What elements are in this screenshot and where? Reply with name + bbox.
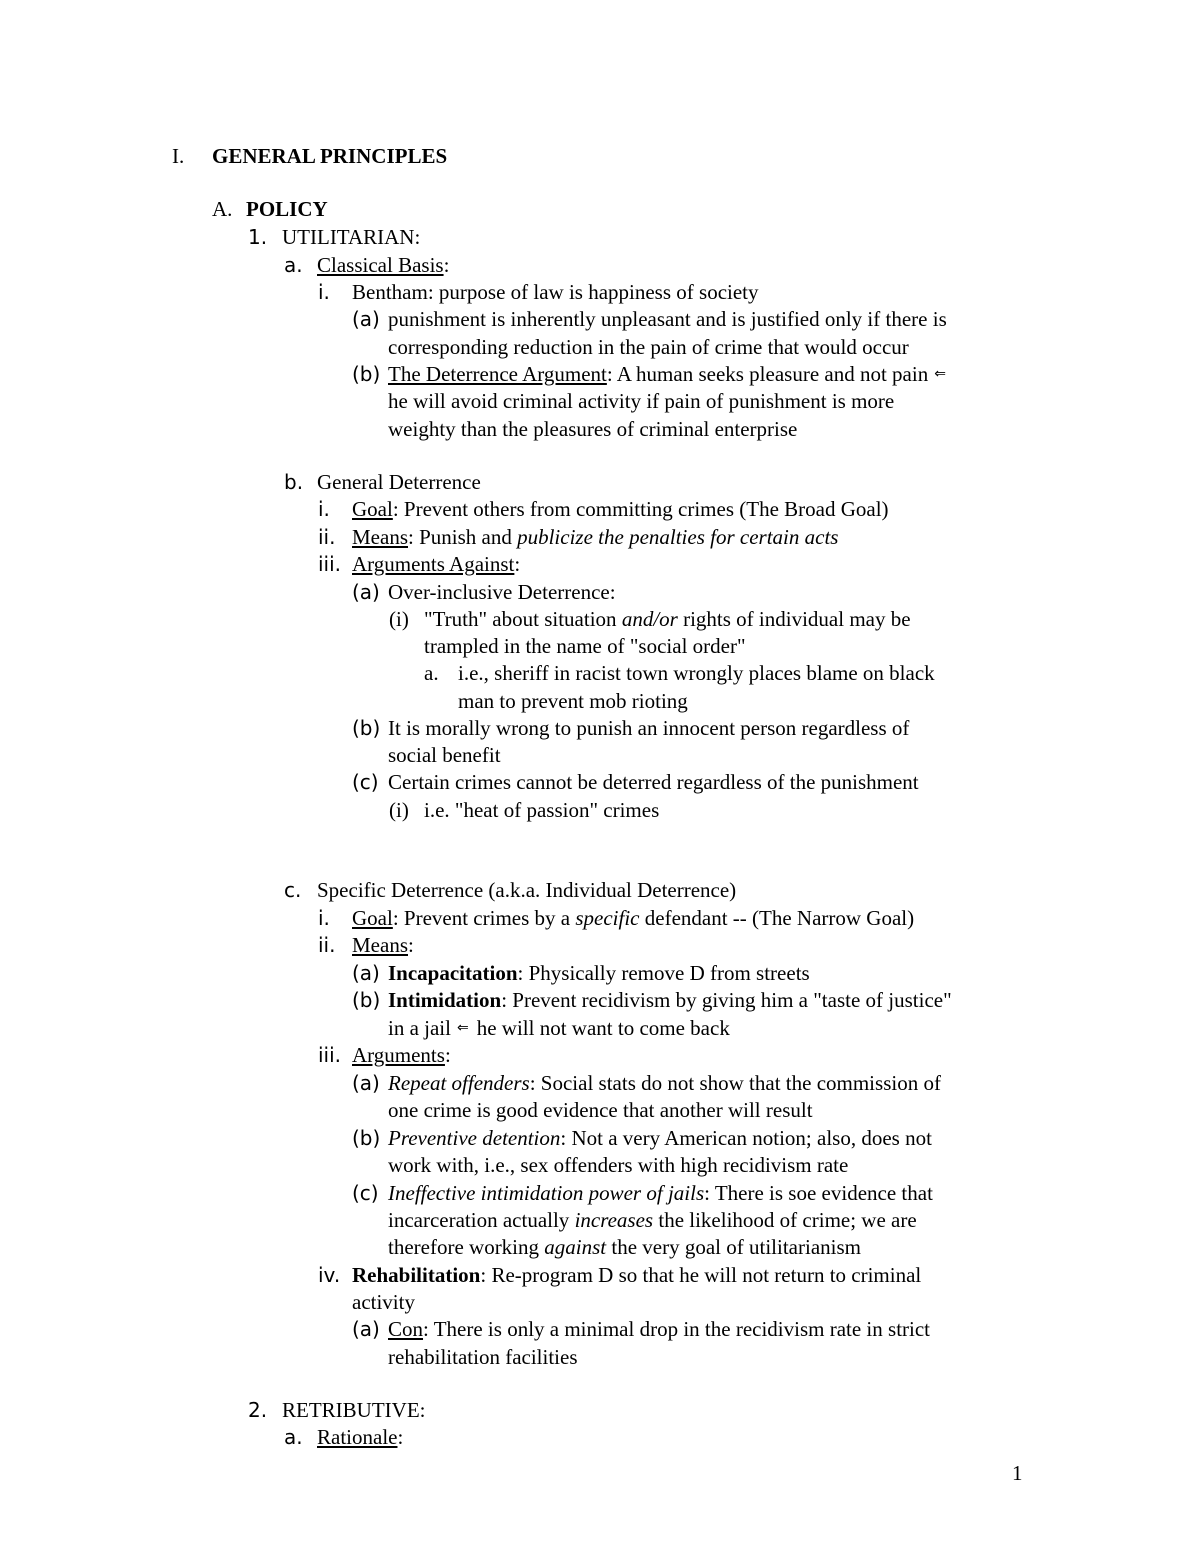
item-text: Intimidation: Prevent recidivism by giving him a "taste of justice": [388, 988, 952, 1012]
outline-number: (c): [352, 1181, 379, 1205]
outline-number: (a): [352, 580, 380, 604]
item-text: Rehabilitation: Re-program D so that he will not return to criminal: [352, 1263, 922, 1287]
outline-number: i.: [318, 497, 330, 521]
item-text-cont: trampled in the name of "social order": [424, 634, 746, 658]
outline-number: (a): [352, 1317, 380, 1341]
outline-number: i.: [318, 280, 330, 304]
item-text: Goal: Prevent crimes by a specific defendant -- (The Narrow Goal): [352, 906, 915, 930]
item-text-cont: social benefit: [388, 743, 501, 767]
outline-number: (i): [389, 607, 409, 631]
outline-number: iv.: [318, 1263, 341, 1287]
item-text: Bentham: purpose of law is happiness of society: [352, 280, 759, 304]
item-text: UTILITARIAN:: [282, 225, 421, 249]
outline-number: a.: [284, 1425, 303, 1449]
item-text: Certain crimes cannot be deterred regardless of the punishment: [388, 770, 919, 794]
item-text-cont: activity: [352, 1290, 415, 1314]
outline-number: (b): [352, 988, 381, 1012]
outline-number: (a): [352, 307, 380, 331]
outline-number: ii.: [318, 933, 336, 957]
item-text: Repeat offenders: Social stats do not show that the commission of: [388, 1071, 941, 1095]
outline-number: ii.: [318, 525, 336, 549]
outline-number: 2.: [248, 1398, 268, 1422]
left-double-arrow-icon: ⇐: [456, 1020, 469, 1036]
outline-number: (i): [389, 798, 409, 822]
item-text: Means: Punish and publicize the penalties for certain acts: [352, 525, 839, 549]
item-text: Means:: [352, 933, 414, 957]
item-text: RETRIBUTIVE:: [282, 1398, 426, 1422]
item-text: Rationale:: [317, 1425, 404, 1449]
item-text-cont: therefore working against the very goal of utilitarianism: [388, 1235, 861, 1259]
outline-number: iii.: [318, 552, 342, 576]
item-text: Incapacitation: Physically remove D from streets: [388, 961, 810, 985]
outline-number: a.: [424, 661, 439, 685]
item-text: Specific Deterrence (a.k.a. Individual Deterrence): [317, 878, 737, 902]
item-text-cont: he will avoid criminal activity if pain of punishment is more: [388, 389, 895, 413]
outline-number: A.: [212, 197, 233, 221]
outline-number: a.: [284, 253, 303, 277]
item-text: Goal: Prevent others from committing crimes (The Broad Goal): [352, 497, 889, 521]
page-number: 1: [1012, 1461, 1023, 1485]
outline-number: (a): [352, 961, 380, 985]
item-text: punishment is inherently unpleasant and is justified only if there is: [388, 307, 947, 331]
outline-number: (b): [352, 1126, 381, 1150]
item-text: Ineffective intimidation power of jails: There is soe evidence that: [388, 1181, 933, 1205]
outline-number: I.: [172, 144, 185, 168]
item-text: Arguments Against:: [352, 552, 521, 576]
item-text-cont: man to prevent mob rioting: [458, 689, 688, 713]
item-text: Con: There is only a minimal drop in the recidivism rate in strict: [388, 1317, 931, 1341]
item-text: General Deterrence: [317, 470, 481, 494]
outline-number: 1.: [248, 225, 268, 249]
item-text: "Truth" about situation and/or rights of individual may be: [424, 607, 911, 631]
item-text-cont: weighty than the pleasures of criminal enterprise: [388, 417, 798, 441]
outline-number: (a): [352, 1071, 380, 1095]
outline-number: (c): [352, 770, 379, 794]
item-text: The Deterrence Argument: A human seeks pleasure and not pain ⇐: [388, 362, 946, 386]
item-text: Classical Basis:: [317, 253, 450, 277]
outline-number: iii.: [318, 1043, 342, 1067]
outline-number: c.: [284, 878, 302, 902]
item-text: i.e., sheriff in racist town wrongly places blame on black: [458, 661, 935, 685]
item-text: Over-inclusive Deterrence:: [388, 580, 616, 604]
item-text-cont: incarceration actually increases the likelihood of crime; we are: [388, 1208, 917, 1232]
item-text-cont: work with, i.e., sex offenders with high recidivism rate: [388, 1153, 849, 1177]
outline-number: (b): [352, 362, 381, 386]
item-text-cont: one crime is good evidence that another will result: [388, 1098, 813, 1122]
item-text-cont: rehabilitation facilities: [388, 1345, 578, 1369]
outline-number: b.: [284, 470, 304, 494]
section-title: GENERAL PRINCIPLES: [212, 144, 448, 168]
item-text: i.e. "heat of passion" crimes: [424, 798, 660, 822]
item-text: Arguments:: [352, 1043, 451, 1067]
item-text-cont: corresponding reduction in the pain of crime that would occur: [388, 335, 909, 359]
item-text: Preventive detention: Not a very American notion; also, does not: [388, 1126, 932, 1150]
item-text-cont: in a jail ⇐ he will not want to come back: [388, 1016, 730, 1040]
section-title: POLICY: [246, 197, 328, 221]
item-text: It is morally wrong to punish an innocent person regardless of: [388, 716, 910, 740]
left-double-arrow-icon: ⇐: [934, 366, 946, 382]
outline-number: i.: [318, 906, 330, 930]
outline-number: (b): [352, 716, 381, 740]
